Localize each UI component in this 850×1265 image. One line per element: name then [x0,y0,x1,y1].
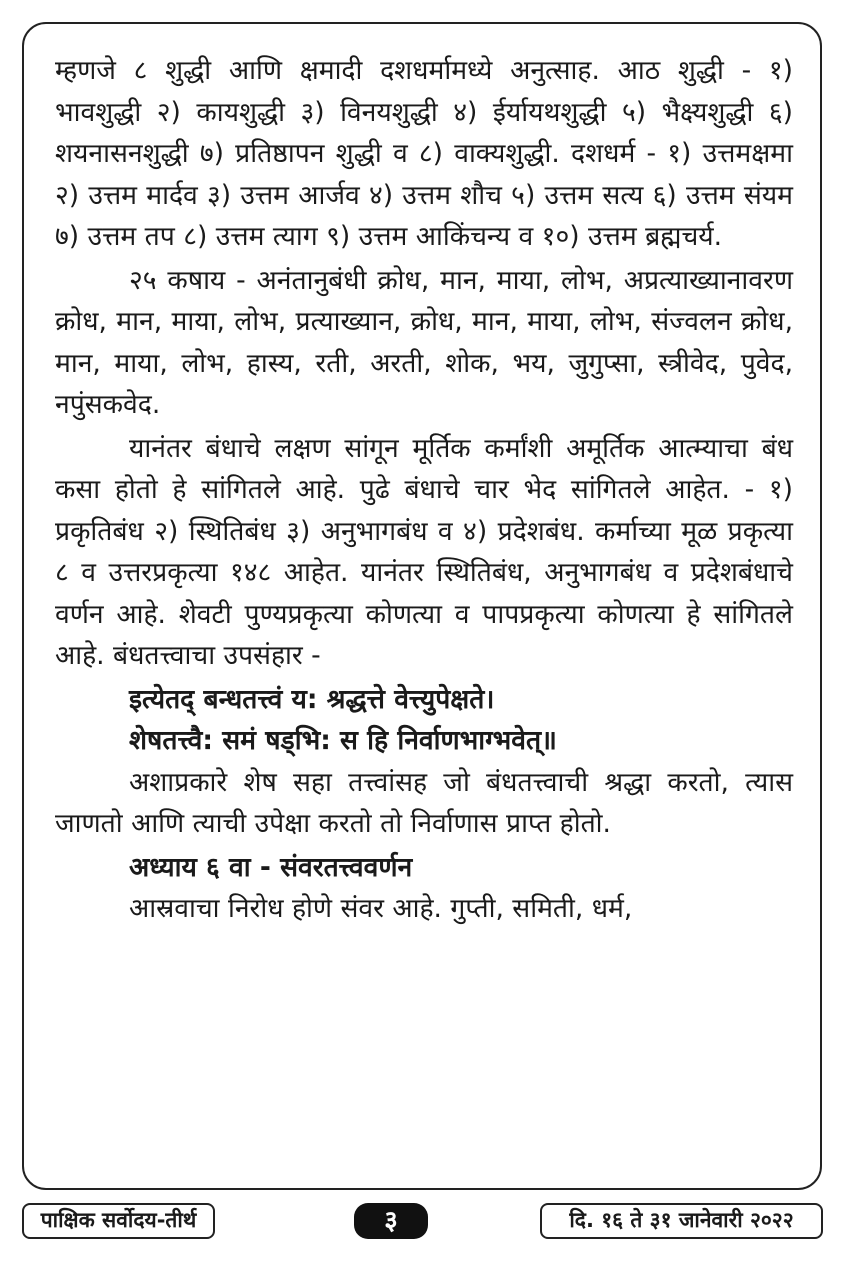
paragraph-shuddhi-dashdharma: म्हणजे ८ शुद्धी आणि क्षमादी दशधर्मामध्ये अनुत्साह. आठ शुद्धी - १) भावशुद्धी २) कायशुद्धी ३) विनयशुद्धी ४) ईर्यायथशुद्धी ५) भैक्ष्यशुद्धी ६) शयनासनशुद्धी ७) प्रतिष्ठापन शुद्धी व ८) वाक्यशुद्धी. दशधर्म - १) उत्तमक्षमा २) उत्तम मार्दव ३) उत्तम आर्जव ४) उत्तम शौच ५) उत्तम सत्य ६) उत्तम संयम ७) उत्तम तप ८) उत्तम त्याग ९) उत्तम आकिंचन्य व १०) उत्तम ब्रह्मचर्य. [55,55,793,252]
footer-publication-name: पाक्षिक सर्वोदय-तीर्थ [22,1203,215,1239]
footer-page-number: ३ [354,1203,428,1239]
paragraph-kashay: २५ कषाय - अनंतानुबंधी क्रोध, मान, माया, लोभ, अप्रत्याख्यानावरण क्रोध, मान, माया, लोभ, प्रत्याख्यान, क्रोध, मान, माया, लोभ, संज्वलन क्रोध, मान, माया, लोभ, हास्य, रती, अरती, शोक, भय, जुगुप्सा, स्त्रीवेद, पुवेद, नपुंसकवेद. [55,264,793,420]
footer-issue-date: दि. १६ ते ३१ जानेवारी २०२२ [540,1203,823,1239]
paragraph-verse-meaning: अशाप्रकारे शेष सहा तत्त्वांसह जो बंधतत्त्वाची श्रद्धा करतो, त्यास जाणतो आणि त्याची उपेक्षा करतो तो निर्वाणास प्राप्त होतो. [55,766,793,839]
chapter-heading: अध्याय ६ वा - संवरतत्त्ववर्णन [129,851,413,883]
paragraph-bandh: यानंतर बंधाचे लक्षण सांगून मूर्तिक कर्मांशी अमूर्तिक आत्म्याचा बंध कसा होतो हे सांगितले आहे. पुढे बंधाचे चार भेद सांगितले आहेत. - १) प्रकृतिबंध २) स्थितिबंध ३) अनुभागबंध व ४) प्रदेशबंध. कर्माच्या मूळ प्रकृत्या ८ व उत्तरप्रकृत्या १४८ आहेत. यानंतर स्थितिबंध, अनुभागबंध व प्रदेशबंधाचे वर्णन आहे. शेवटी पुण्यप्रकृत्या कोणत्या व पापप्रकृत्या कोणत्या हे सांगितले आहे. बंधतत्त्वाचा उपसंहार - [55,432,793,671]
paragraph-samvar: आस्रवाचा निरोध होणे संवर आहे. गुप्ती, समिती, धर्म, [129,893,633,924]
verse-line-2: शेषतत्त्वै: समं षड्भि: स हि निर्वाणभाग्भवेत्॥ [129,725,557,756]
page-body [55,50,793,930]
verse-line-1: इत्येतद् बन्धतत्त्वं य: श्रद्धत्ते वेत्त्युपेक्षते। [129,683,495,715]
